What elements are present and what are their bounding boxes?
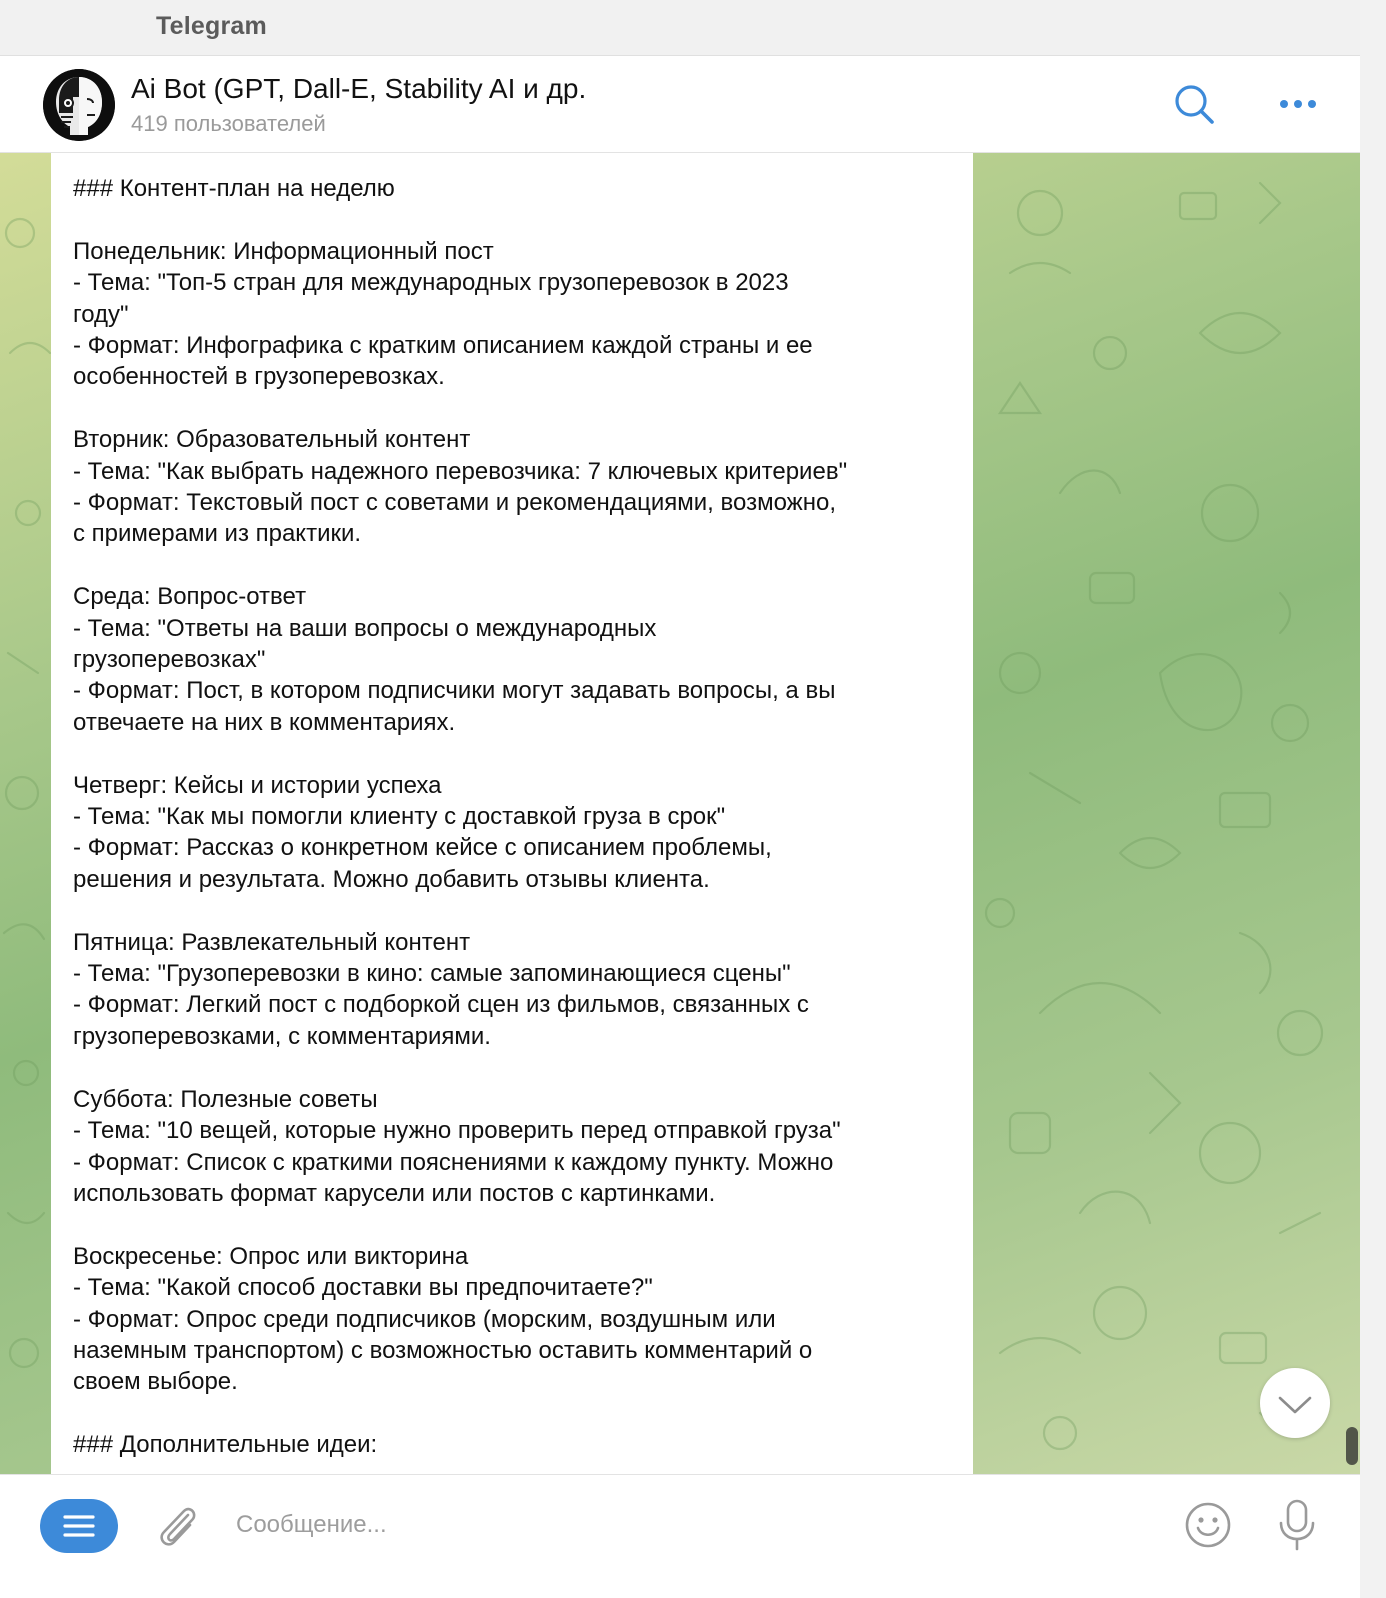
message-line: наземным транспортом) с возможностью оставить комментарий о [73,1336,813,1364]
message-line: - Формат: Опрос среди подписчиков (морским, воздушным или [73,1305,776,1333]
message-line: - Формат: Легкий пост с подборкой сцен из фильмов, связанных с [73,991,809,1019]
message-line: решения и результата. Можно добавить отзывы клиента. [73,865,710,893]
message-line: Среда: Вопрос-ответ [73,583,307,611]
message-line: - Формат: Текстовый пост с советами и рекомендациями, возможно, [73,489,836,517]
message-line [73,550,951,581]
chat-scrollbar[interactable] [1346,1427,1358,1465]
chat-history[interactable] [0,153,1360,1474]
attach-button[interactable] [150,1497,204,1553]
message-input[interactable] [234,1503,1154,1547]
message-line: Воскресенье: Опрос или викторина [73,1242,469,1270]
window-edge [1360,0,1386,1598]
window-title: Telegram [156,12,267,40]
emoji-button[interactable] [1182,1499,1234,1551]
message-line: ### Контент-план на неделю [73,175,395,202]
message-line [73,895,951,926]
search-button[interactable] [1168,79,1220,131]
message-line: особенностей в грузоперевозках. [73,363,445,391]
message-line: - Тема: "Как мы помогли клиенту с доставкой груза в срок" [73,803,726,831]
message-line [73,1398,951,1429]
message-line [73,1209,951,1240]
message-line [73,393,951,424]
message-line [73,204,951,235]
message-line: - Формат: Инфографика с кратким описанием каждой страны и ее [73,332,813,360]
message-line: - Тема: "Ответы на ваши вопросы о международных [73,614,657,642]
message-text [73,173,951,1461]
message-line: - Тема: "Топ-5 стран для международных грузоперевозок в 2023 [73,269,789,297]
message-line: - Формат: Пост, в котором подписчики могут задавать вопросы, а вы [73,677,836,705]
message-line: Вторник: Образовательный контент [73,426,471,454]
message-line [73,1052,951,1083]
message-line: - Тема: "Как выбрать надежного перевозчика: 7 ключевых критериев" [73,457,848,485]
chat-header[interactable] [0,56,1360,153]
avatar[interactable] [43,69,115,141]
message-line [73,738,951,769]
message-bubble[interactable] [51,153,973,1474]
more-icon [1272,79,1324,131]
bot-menu-button[interactable] [40,1499,118,1553]
message-line: с примерами из практики. [73,520,362,548]
scroll-to-bottom-button[interactable] [1260,1368,1330,1438]
message-line: отвечаете на них в комментариях. [73,708,456,736]
message-line: - Тема: "Грузоперевозки в кино: самые запоминающиеся сцены" [73,960,791,988]
message-line: Понедельник: Информационный пост [73,237,494,265]
chevron-down-icon [1260,1368,1330,1438]
message-line: - Формат: Рассказ о конкретном кейсе с описанием проблемы, [73,834,772,862]
message-line: - Тема: "Какой способ доставки вы предпочитаете?" [73,1274,653,1302]
message-composer [0,1474,1360,1598]
search-icon [1168,79,1220,131]
message-line: ### Дополнительные идеи: [73,1431,378,1459]
emoji-icon [1182,1499,1234,1551]
voice-message-button[interactable] [1272,1495,1322,1555]
message-line: - Тема: "10 вещей, которые нужно проверить перед отправкой груза" [73,1117,841,1145]
message-line: Суббота: Полезные советы [73,1085,378,1113]
chat-title[interactable]: Ai Bot (GPT, Dall-E, Stability AI и др. [131,73,587,104]
message-line: использовать формат карусели или постов с картинками. [73,1179,716,1207]
message-line: грузоперевозками, с комментариями. [73,1022,491,1050]
more-options-button[interactable] [1272,79,1324,131]
message-line: своем выборе. [73,1368,238,1396]
microphone-icon [1272,1495,1322,1555]
window-titlebar [0,0,1360,56]
menu-icon [40,1499,118,1553]
message-line: Четверг: Кейсы и истории успеха [73,771,442,799]
message-line: Пятница: Развлекательный контент [73,928,471,956]
message-line: году" [73,300,129,328]
member-count: 419 пользователей [131,111,326,136]
message-line: - Формат: Список с краткими пояснениями к каждому пункту. Можно [73,1148,834,1176]
robot-face-icon [43,69,115,141]
message-line: грузоперевозках" [73,646,266,674]
paperclip-icon [150,1497,204,1553]
